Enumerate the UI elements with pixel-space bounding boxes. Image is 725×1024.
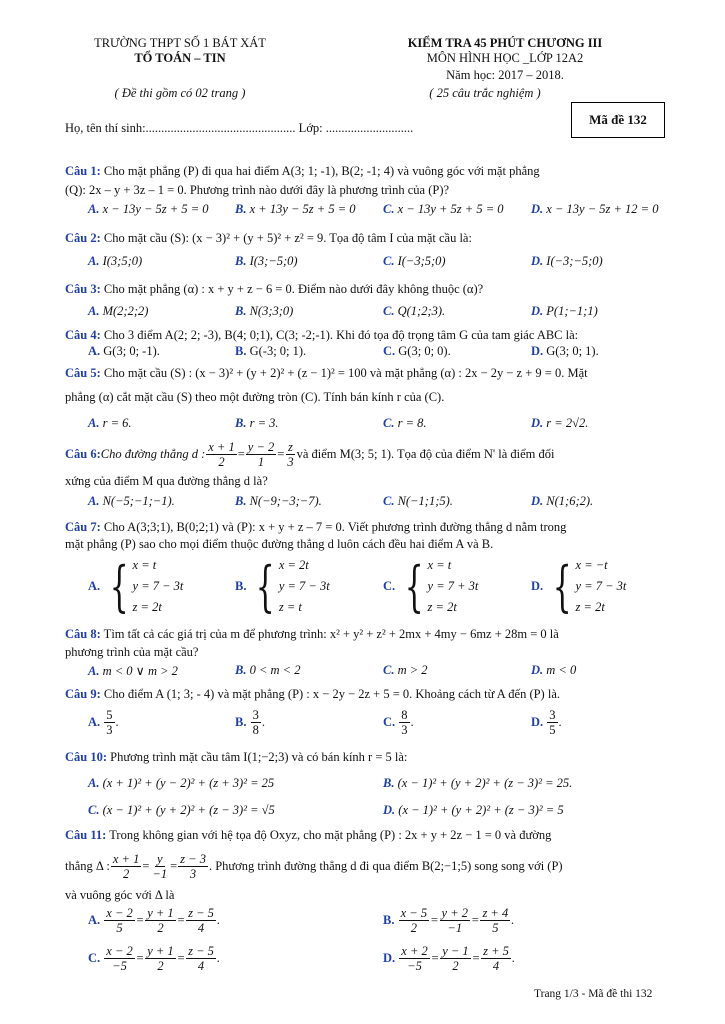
question-9: Câu 9: Cho điểm A (1; 3; - 4) và mặt phẳng (P) : x − 2y − 2z + 5 = 0. Khoảng cách từ A đến (P) là.: [65, 687, 560, 701]
q4-option-b: B. G(-3; 0; 1).: [235, 344, 307, 358]
exam-subject: MÔN HÌNH HỌC _LỚP 12A2: [426, 51, 584, 65]
question-text: Cho mặt phẳng (P) đi qua hai điểm A(3; 1; -1), B(2; -1; 4) và vuông góc với mặt phẳng: [100, 164, 540, 178]
q1-option-d: D. x − 13y − 5z + 12 = 0: [531, 202, 659, 216]
question-4: Câu 4: Cho 3 điểm A(2; 2; -3), B(4; 0;1), C(3; -2;-1). Khi đó tọa độ trọng tâm G của tam giác ABC là:: [65, 328, 579, 342]
q10-option-b: B. (x − 1)² + (y + 2)² + (z − 3)² = 25.: [383, 776, 573, 790]
q3-option-a: A. M(2;2;2): [88, 304, 149, 318]
question-6-line2: xứng của điểm M qua đường thẳng d là?: [65, 474, 268, 488]
fraction: $\frac{y - 2}{1}$: [247, 440, 275, 469]
question-8-line2: phương trình của mặt cầu?: [65, 645, 199, 659]
q4-option-c: C. G(3; 0; 0).: [383, 344, 451, 358]
q6-option-c: C. N(−1;1;5).: [383, 494, 453, 508]
question-10: Câu 10: Phương trình mặt cầu tâm I(1;−2;3) và có bán kính r = 5 là:: [65, 750, 408, 764]
question-11-line2: thẳng Δ : $\frac{x + 1}{2}$ = $\frac{y}{-1}$ = $\frac{z - 3}{3}$ . Phương trình đường thẳng d đi qua điểm B(2;−1;5) song song với (P): [65, 852, 563, 881]
q9-option-d: D. $\frac{3}{5}$ .: [531, 708, 562, 737]
q4-option-d: D. G(3; 0; 1).: [531, 344, 599, 358]
question-6: Câu 6: Cho đường thẳng d : $\frac{x + 1}{2}$ = $\frac{y - 2}{1}$ = $\frac{z}{3}$ và điểm M(3; 5; 1). Tọa độ của điểm N' là điểm đối: [65, 440, 555, 469]
question-5-line2: phẳng (α) cắt mặt cầu (S) theo một đường tròn (C). Tính bán kính r của (C).: [65, 390, 445, 404]
q5-option-a: A. r = 6.: [88, 416, 132, 430]
page-footer: Trang 1/3 - Mã đề thi 132: [534, 988, 653, 1000]
q8-option-b: B. 0 < m < 2: [235, 663, 301, 677]
question-2: Câu 2: Cho mặt cầu (S): (x − 3)² + (y + 5)² + z² = 9. Tọa độ tâm I của mặt cầu là:: [65, 231, 472, 245]
q5-option-b: B. r = 3.: [235, 416, 279, 430]
q8-option-c: C. m > 2: [383, 663, 428, 677]
q1-option-c: C. x − 13y + 5z + 5 = 0: [383, 202, 504, 216]
exam-year: Năm học: 2017 – 2018.: [446, 68, 564, 82]
question-1: [65, 164, 540, 179]
q2-option-a: A. I(3;5;0): [88, 254, 143, 268]
exam-code-box: [571, 102, 665, 138]
q2-option-d: D. I(−3;−5;0): [531, 254, 603, 268]
q5-option-d: D. r = 2√2.: [531, 416, 589, 430]
q8-option-a: A. m < 0 ∨ m > 2: [88, 664, 178, 678]
q10-option-d: D. (x − 1)² + (y + 2)² + (z − 3)² = 5: [383, 803, 564, 817]
q11-option-a: A. $\frac{x - 2}{5}$ = $\frac{y + 1}{2}$ = $\frac{z - 5}{4}$ .: [88, 906, 221, 935]
q4-option-a: A. G(3; 0; -1).: [88, 344, 160, 358]
school-name: TRƯỜNG THPT SỐ 1 BÁT XÁT: [94, 36, 266, 50]
page-count-note: ( Đề thi gồm có 02 trang ): [114, 86, 246, 100]
question-3: Câu 3: Cho mặt phẳng (α) : x + y + z − 6 = 0. Điểm nào dưới đây không thuộc (α)?: [65, 282, 484, 296]
exam-title: KIỂM TRA 45 PHÚT CHƯƠNG III: [407, 36, 603, 50]
q9-option-c: C. $\frac{8}{3}$ .: [383, 708, 414, 737]
question-7: Câu 7: Cho A(3;3;1), B(0;2;1) và (P): x + y + z – 7 = 0. Viết phương trình đường thẳng d nằm trong: [65, 520, 567, 534]
q10-option-a: A. (x + 1)² + (y − 2)² + (z + 3)² = 25: [88, 776, 275, 790]
q1-option-b: B. x + 13y − 5z + 5 = 0: [235, 202, 356, 216]
q6-option-b: B. N(−9;−3;−7).: [235, 494, 322, 508]
q5-option-c: C. r = 8.: [383, 416, 427, 430]
q7-option-c: C. { x = t y = 7 + 3t z = 2t: [383, 554, 479, 618]
q7-option-a: A. { x = t y = 7 − 3t z = 2t: [88, 554, 184, 618]
question-count-note: ( 25 câu trắc nghiệm ): [429, 86, 541, 100]
department-name: TỔ TOÁN – TIN: [134, 51, 226, 65]
q2-option-b: B. I(3;−5;0): [235, 254, 298, 268]
q10-option-c: C. (x − 1)² + (y + 2)² + (z − 3)² = √5: [88, 803, 275, 817]
q3-option-b: B. N(3;3;0): [235, 304, 294, 318]
fraction: $\frac{z}{3}$: [287, 440, 294, 469]
q9-option-a: A. $\frac{5}{3}$ .: [88, 708, 119, 737]
q11-option-d: D. $\frac{x + 2}{-5}$ = $\frac{y - 1}{2}$ = $\frac{z + 5}{4}$ .: [383, 944, 516, 973]
question-8: Câu 8: Tìm tất cả các giá trị của m để phương trình: x² + y² + z² + 2mx + 4my − 6mz + 28m = 0 là: [65, 627, 559, 641]
question-label: Câu 1:: [65, 164, 101, 178]
question-11: Câu 11: Trong không gian với hệ tọa độ Oxyz, cho mặt phẳng (P) : 2x + y + 2z − 1 = 0 và đường: [65, 828, 552, 842]
q1-option-a: A. x − 13y − 5z + 5 = 0: [88, 202, 209, 216]
q6-option-d: D. N(1;6;2).: [531, 494, 594, 508]
q8-option-d: D. m < 0: [531, 663, 577, 677]
question-5: Câu 5: Cho mặt cầu (S) : (x − 3)² + (y + 2)² + (z − 1)² = 100 và mặt phẳng (α) : 2x − 2y − z + 9 = 0. Mặt: [65, 366, 588, 380]
question-7-line2: mặt phẳng (P) sao cho mọi điểm thuộc đường thẳng d luôn cách đều hai điểm A và B.: [65, 537, 494, 551]
question-11-line3: và vuông góc với Δ là: [65, 888, 175, 902]
q11-option-c: C. $\frac{x - 2}{-5}$ = $\frac{y + 1}{2}$ = $\frac{z - 5}{4}$ .: [88, 944, 221, 973]
fraction: $\frac{x + 1}{2}$: [208, 440, 235, 469]
q9-option-b: B. $\frac{3}{8}$ .: [235, 708, 265, 737]
student-info-line: Họ, tên thí sinh:................................................ Lớp: ............................: [65, 121, 414, 135]
q7-option-b: B. { x = 2t y = 7 − 3t z = t: [235, 554, 330, 618]
q3-option-c: C. Q(1;2;3).: [383, 304, 446, 318]
question-1-line2: (Q): 2x – y + 3z – 1 = 0. Phương trình nào dưới đây là phương trình của (P)?: [65, 183, 450, 197]
q2-option-c: C. I(−3;5;0): [383, 254, 446, 268]
q7-option-d: D. { x = −t y = 7 − 3t z = 2t: [531, 554, 627, 618]
q6-option-a: A. N(−5;−1;−1).: [88, 494, 175, 508]
q3-option-d: D. P(1;−1;1): [531, 304, 598, 318]
exam-code: Mã đề 132: [589, 112, 647, 127]
q11-option-b: B. $\frac{x - 5}{2}$ = $\frac{y + 2}{-1}$ = $\frac{z + 4}{5}$ .: [383, 906, 515, 935]
